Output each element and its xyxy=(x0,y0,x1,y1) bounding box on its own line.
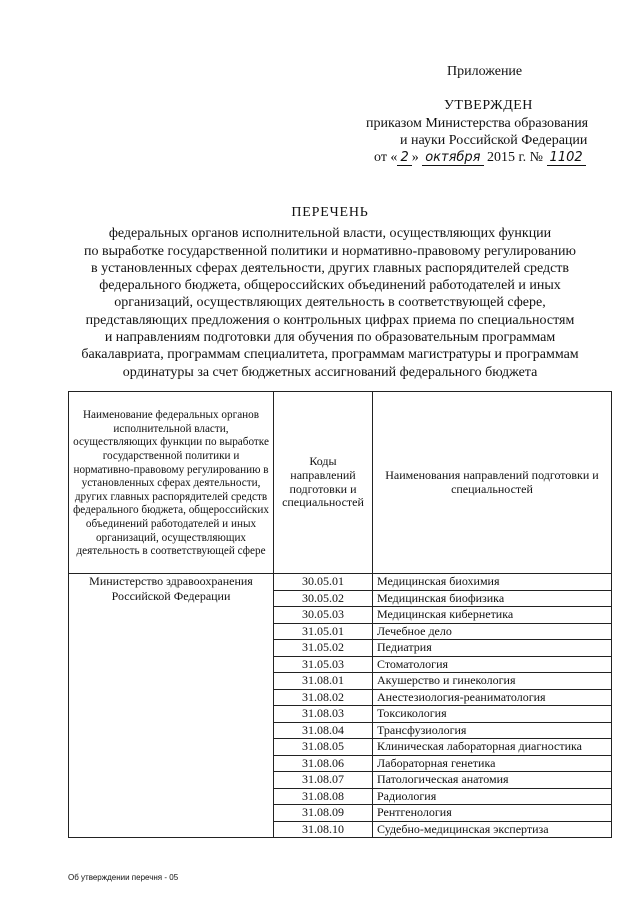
code-cell: 31.08.10 xyxy=(274,821,373,838)
title-line: бакалавриата, программам специалитета, программам магистратуры и программам xyxy=(81,347,579,363)
title-line: организаций, осуществляющих деятельность в соответствующей сфере, xyxy=(114,295,546,311)
code-cell: 31.08.05 xyxy=(274,739,373,756)
specialty-name-cell: Педиатрия xyxy=(373,640,612,657)
date-year: 2015 г. № xyxy=(487,150,544,165)
date-day: 2 xyxy=(397,150,411,166)
specialty-name-cell: Стоматология xyxy=(373,656,612,673)
document-title xyxy=(55,204,605,381)
date-mid: » xyxy=(411,150,419,165)
code-cell: 31.08.09 xyxy=(274,805,373,822)
title-line: представляющих предложения о контрольных цифрах приема по специальностям xyxy=(85,312,575,328)
specialty-name-cell: Клиническая лабораторная диагностика xyxy=(373,739,612,756)
date-month: октября xyxy=(422,150,483,166)
title-heading: ПЕРЕЧЕНЬ xyxy=(291,205,369,220)
code-cell: 30.05.02 xyxy=(274,590,373,607)
order-line-2: и науки Российской Федерации xyxy=(400,133,588,148)
header-codes: Коды направлений подготовки и специальностей xyxy=(274,392,373,574)
code-cell: 31.08.06 xyxy=(274,755,373,772)
specialty-name-cell: Медицинская кибернетика xyxy=(373,607,612,624)
title-line: ординатуры за счет бюджетных ассигнований федерального бюджета xyxy=(122,364,538,380)
code-cell: 31.08.02 xyxy=(274,689,373,706)
specialty-name-cell: Акушерство и гинекология xyxy=(373,673,612,690)
specialty-name-cell: Рентгенология xyxy=(373,805,612,822)
specialty-name-cell: Трансфузиология xyxy=(373,722,612,739)
specialty-name-cell: Анестезиология-реаниматология xyxy=(373,689,612,706)
code-cell: 30.05.03 xyxy=(274,607,373,624)
title-line: федерального бюджета, общероссийских объединений работодателей и иных xyxy=(99,278,561,294)
specialty-name-cell: Судебно-медицинская экспертиза xyxy=(373,821,612,838)
code-cell: 31.05.01 xyxy=(274,623,373,640)
specialty-name-cell: Лабораторная генетика xyxy=(373,755,612,772)
specialty-name-cell: Лечебное дело xyxy=(373,623,612,640)
specialty-name-cell: Медицинская биохимия xyxy=(373,574,612,591)
approved-label: УТВЕРЖДЕН xyxy=(444,98,533,113)
title-line: и направлениям подготовки для обучения по образовательным программам xyxy=(104,330,556,346)
code-cell: 31.08.01 xyxy=(274,673,373,690)
code-cell: 31.05.02 xyxy=(274,640,373,657)
appendix-label: Приложение xyxy=(447,64,523,79)
title-line: федеральных органов исполнительной власти, осуществляющих функции xyxy=(108,226,552,242)
order-number: 1102 xyxy=(547,150,586,166)
code-cell: 31.08.08 xyxy=(274,788,373,805)
title-line: в установленных сферах деятельности, других главных распорядителей средств xyxy=(90,260,570,276)
code-cell: 30.05.01 xyxy=(274,574,373,591)
date-prefix: от « xyxy=(374,150,398,165)
header-organizations: Наименование федеральных органов исполнительной власти, осуществляющих функции по выработке государственной политики и нормативно-правовому регулированию в установленных сферах деятельности, других главных распорядителей средств федерального бюджета, общероссийских объединений работодателей и иных организаций, осуществляющих деятельность в соответствующей сфере xyxy=(69,392,274,574)
specialties-table xyxy=(68,391,612,838)
header-names: Наименования направлений подготовки и специальностей xyxy=(373,392,612,574)
order-line-1: приказом Министерства образования xyxy=(366,116,589,131)
order-date-line xyxy=(374,150,586,166)
specialty-name-cell: Радиология xyxy=(373,788,612,805)
code-cell: 31.08.07 xyxy=(274,772,373,789)
table-row xyxy=(69,574,612,591)
title-line: по выработке государственной политики и нормативно-правовому регулированию xyxy=(84,243,576,259)
ministry-cell: Министерство здравоохранения Российской Федерации xyxy=(69,574,274,838)
code-cell: 31.05.03 xyxy=(274,656,373,673)
code-cell: 31.08.04 xyxy=(274,722,373,739)
table-header-row xyxy=(69,392,612,574)
specialty-name-cell: Токсикология xyxy=(373,706,612,723)
specialty-name-cell: Патологическая анатомия xyxy=(373,772,612,789)
specialty-name-cell: Медицинская биофизика xyxy=(373,590,612,607)
code-cell: 31.08.03 xyxy=(274,706,373,723)
footer-text: Об утверждении перечня - 05 xyxy=(68,873,179,882)
